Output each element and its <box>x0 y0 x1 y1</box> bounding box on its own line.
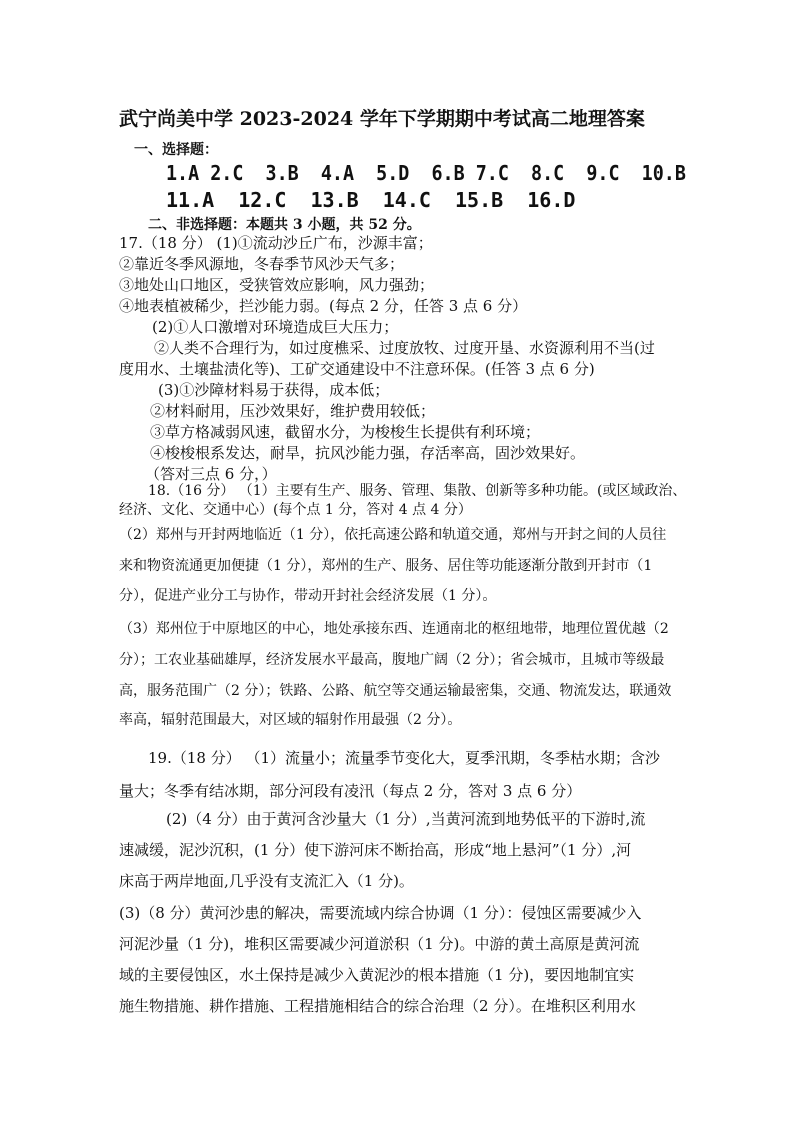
q17-line: ②材料耐用，压沙效果好，维护费用较低； <box>150 402 436 420</box>
q18-line: （2）郑州与开封两地临近（1 分），依托高速公路和轨道交通，郑州与开封之间的人员往 <box>119 527 667 543</box>
q19-line: (3)（8 分）黄河沙患的解决，需要流域内综合协调（1 分）：侵蚀区需要减少入 <box>119 904 642 922</box>
q17-line: ②人类不合理行为，如过度樵采、过度放牧、过度开垦、水资源利用不当(过 <box>154 339 655 357</box>
q19-line: 施生物措施、耕作措施、工程措施相结合的综合治理（2 分）。在堆积区利用水 <box>119 997 636 1015</box>
q19-line: (2)（4 分）由于黄河含沙量大（1 分）,当黄河流到地势低平的下游时,流 <box>166 810 646 828</box>
q19-line: 域的主要侵蚀区，水土保持是减少入黄泥沙的根本措施（1 分)，要因地制宜实 <box>119 966 635 984</box>
q19-line: 19.（18 分） （1）流量小；流量季节变化大，夏季汛期，冬季枯水期；含沙 <box>148 749 661 767</box>
choice-answers-row-1: 1.A 2.C 3.B 4.A 5.D 6.B 7.C 8.C 9.C 10.B <box>166 161 686 185</box>
q18-line: 分），促进产业分工与协作，带动开封社会经济发展（1 分）。 <box>119 588 497 604</box>
q17-line: ④梭梭根系发达，耐旱，抗风沙能力强，存活率高，固沙效果好。 <box>150 444 586 462</box>
q18-line: 率高，辐射范围最大，对区域的辐射作用最强（2 分）。 <box>119 712 462 728</box>
q17-line: ③草方格减弱风速，截留水分，为梭梭生长提供有利环境； <box>150 423 541 441</box>
section-choice-label: 一、选择题： <box>134 142 218 158</box>
q17-line: (2)①人口激增对环境造成巨大压力； <box>152 318 399 336</box>
q18-line: 来和物资流通更加便捷（1 分），郑州的生产、服务、居住等功能逐渐分散到开封市（1 <box>119 558 653 574</box>
page-title: 武宁尚美中学 2023-2024 学年下学期期中考试高二地理答案 <box>119 108 645 130</box>
q18-line: （3）郑州位于中原地区的中心，地处承接东西、连通南北的枢纽地带，地理位置优越（2 <box>119 621 669 637</box>
q17-line: 度用水、土壤盐渍化等)、工矿交通建设中不注意环保。(任答 3 点 6 分) <box>119 360 595 378</box>
q17-line: ②靠近冬季风源地，冬春季节风沙天气多； <box>119 255 405 273</box>
choice-answers-row-2: 11.A 12.C 13.B 14.C 15.B 16.D <box>166 188 576 212</box>
q19-line: 量大；冬季有结冰期，部分河段有凌汛（每点 2 分，答对 3 点 6 分） <box>119 782 582 800</box>
q18-line: 18.（16 分） （1）主要有生产、服务、管理、集散、创新等多种功能。(或区域政治、 <box>148 483 687 499</box>
q18-line: 分）；工农业基础雄厚，经济发展水平最高，腹地广阔（2 分）；省会城市，且城市等级最 <box>119 652 665 668</box>
q17-line: ③地处山口地区，受狭管效应影响，风力强劲； <box>119 276 435 294</box>
q17-line: 17.（18 分） (1)①流动沙丘广布，沙源丰富； <box>119 234 433 252</box>
q18-line: 经济、文化、交通中心）(每个点 1 分，答对 4 点 4 分） <box>119 502 472 518</box>
q17-line: (3)①沙障材料易于获得，成本低； <box>158 381 390 399</box>
q19-line: 河泥沙量（1 分)，堆积区需要减少河道淤积（1 分)。中游的黄土高原是黄河流 <box>119 935 640 953</box>
section-nonchoice-label: 二、非选择题：本题共 3 小题，共 52 分。 <box>148 217 421 233</box>
q19-line: 床高于两岸地面,几乎没有支流汇入（1 分)。 <box>119 872 414 890</box>
q17-line: （答对三点 6 分，） <box>145 465 277 483</box>
q18-line: 高，服务范围广（2 分）；铁路、公路、航空等交通运输最密集，交通、物流发达，联通效 <box>119 683 672 699</box>
q19-line: 速减缓，泥沙沉积，(1 分）使下游河床不断抬高，形成“地上悬河”（1 分）,河 <box>119 841 632 859</box>
q17-line: ④地表植被稀少，拦沙能力弱。(每点 2 分，任答 3 点 6 分） <box>119 297 528 315</box>
